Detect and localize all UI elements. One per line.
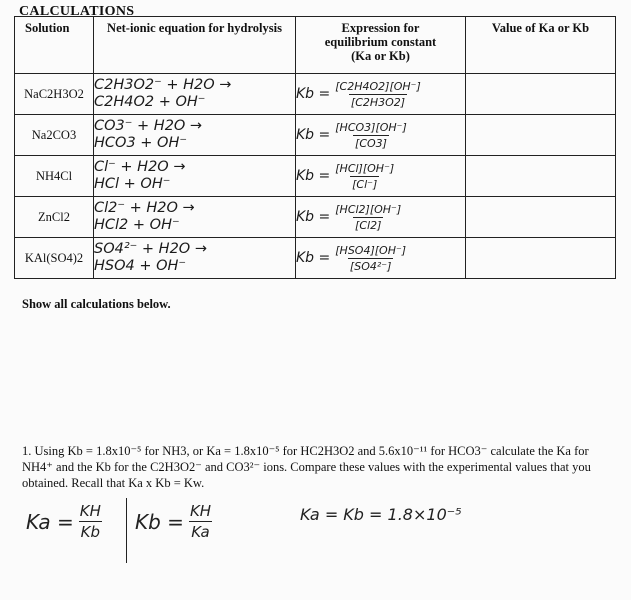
k-fraction bbox=[333, 203, 403, 232]
k-denominator: [Cl2] bbox=[355, 218, 382, 232]
equation-cell bbox=[94, 115, 296, 156]
solution-cell: Na2CO3 bbox=[15, 115, 94, 156]
solution-cell: ZnCl2 bbox=[15, 197, 94, 238]
k-denominator: [SO4²⁻] bbox=[349, 259, 392, 273]
ka-label: Ka = bbox=[26, 509, 74, 534]
k-numerator: [HCO3][OH⁻] bbox=[335, 120, 407, 134]
k-denominator: [C2H3O2] bbox=[350, 95, 406, 109]
equation-line: Cl⁻ + H2O → bbox=[94, 159, 186, 175]
k-numerator: [HSO4][OH⁻] bbox=[335, 243, 407, 257]
kb-fraction bbox=[188, 502, 213, 541]
handwritten-kb-formula bbox=[135, 502, 213, 541]
table-header-row bbox=[15, 17, 616, 74]
k-label: Kb = bbox=[296, 209, 331, 225]
k-denominator: [Cl⁻] bbox=[352, 177, 378, 191]
header-equation: Net-ionic equation for hydrolysis bbox=[94, 17, 296, 74]
equation-line: C2H4O2 + OH⁻ bbox=[94, 94, 206, 110]
kb-label: Kb = bbox=[135, 509, 184, 534]
k-label: Kb = bbox=[296, 168, 331, 184]
kb-denominator: Ka bbox=[191, 523, 210, 541]
ka-denominator: Kb bbox=[80, 523, 101, 541]
k-fraction bbox=[333, 244, 408, 273]
equation-line: HCl2 + OH⁻ bbox=[94, 217, 180, 233]
k-fraction bbox=[333, 121, 409, 150]
k-fraction bbox=[333, 80, 423, 109]
header-expression-line2: equilibrium constant bbox=[324, 35, 437, 49]
k-fraction bbox=[333, 162, 396, 191]
equation-line: HCl + OH⁻ bbox=[94, 176, 171, 192]
k-numerator: [HCl2][OH⁻] bbox=[335, 202, 402, 216]
equation-line: Cl2⁻ + H2O → bbox=[94, 200, 195, 216]
value-cell[interactable] bbox=[466, 238, 616, 279]
value-cell[interactable] bbox=[466, 74, 616, 115]
handwritten-ka-value: Ka = Kb = 1.8×10⁻⁵ bbox=[300, 505, 462, 524]
page-title: CALCULATIONS bbox=[19, 4, 135, 19]
handwritten-divider bbox=[126, 498, 127, 563]
equation-line: SO4²⁻ + H2O → bbox=[94, 241, 207, 257]
k-denominator: [CO3] bbox=[355, 136, 387, 150]
table-row bbox=[15, 238, 616, 279]
solution-cell: KAl(SO4)2 bbox=[15, 238, 94, 279]
header-expression bbox=[296, 17, 466, 74]
show-calculations-instruction: Show all calculations below. bbox=[22, 297, 171, 311]
solution-cell: NaC2H3O2 bbox=[15, 74, 94, 115]
question-1: 1. Using Kb = 1.8x10⁻⁵ for NH3, or Ka = 1.8x10⁻⁵ for HC2H3O2 and 5.6x10⁻¹¹ for HCO3⁻ calculate the Ka for NH4⁺ and the Kb for the C2H3O2⁻ and CO3²⁻ ions. Compare these values with the experimental values that you obtained. Recall that Ka x Kb = Kw. bbox=[22, 444, 591, 490]
expression-cell bbox=[296, 197, 466, 238]
header-solution: Solution bbox=[15, 17, 94, 74]
equation-cell bbox=[94, 156, 296, 197]
equation-line: HCO3 + OH⁻ bbox=[94, 135, 188, 151]
expression-cell bbox=[296, 156, 466, 197]
calculations-table bbox=[14, 16, 616, 279]
value-cell[interactable] bbox=[466, 197, 616, 238]
k-label: Kb = bbox=[296, 86, 331, 102]
equation-line: C2H3O2⁻ + H2O → bbox=[94, 77, 232, 93]
equation-line: HSO4 + OH⁻ bbox=[94, 258, 187, 274]
expression-cell bbox=[296, 115, 466, 156]
header-expression-line3: (Ka or Kb) bbox=[351, 49, 410, 63]
equation-cell bbox=[94, 74, 296, 115]
value-cell[interactable] bbox=[466, 115, 616, 156]
header-expression-line1: Expression for bbox=[341, 21, 420, 35]
equation-cell bbox=[94, 238, 296, 279]
handwritten-ka-formula bbox=[26, 502, 103, 541]
table-row bbox=[15, 74, 616, 115]
table-row bbox=[15, 156, 616, 197]
solution-cell: NH4Cl bbox=[15, 156, 94, 197]
ka-numerator: KH bbox=[79, 502, 101, 520]
k-label: Kb = bbox=[296, 250, 331, 266]
expression-cell bbox=[296, 74, 466, 115]
expression-cell bbox=[296, 238, 466, 279]
table-row bbox=[15, 115, 616, 156]
k-numerator: [HCl][OH⁻] bbox=[335, 161, 395, 175]
equation-line: CO3⁻ + H2O → bbox=[94, 118, 203, 134]
value-cell[interactable] bbox=[466, 156, 616, 197]
k-label: Kb = bbox=[296, 127, 331, 143]
header-value: Value of Ka or Kb bbox=[466, 17, 616, 74]
equation-cell bbox=[94, 197, 296, 238]
table-row bbox=[15, 197, 616, 238]
ka-fraction bbox=[78, 502, 103, 541]
k-numerator: [C2H4O2][OH⁻] bbox=[335, 79, 421, 93]
kb-numerator: KH bbox=[189, 502, 212, 520]
